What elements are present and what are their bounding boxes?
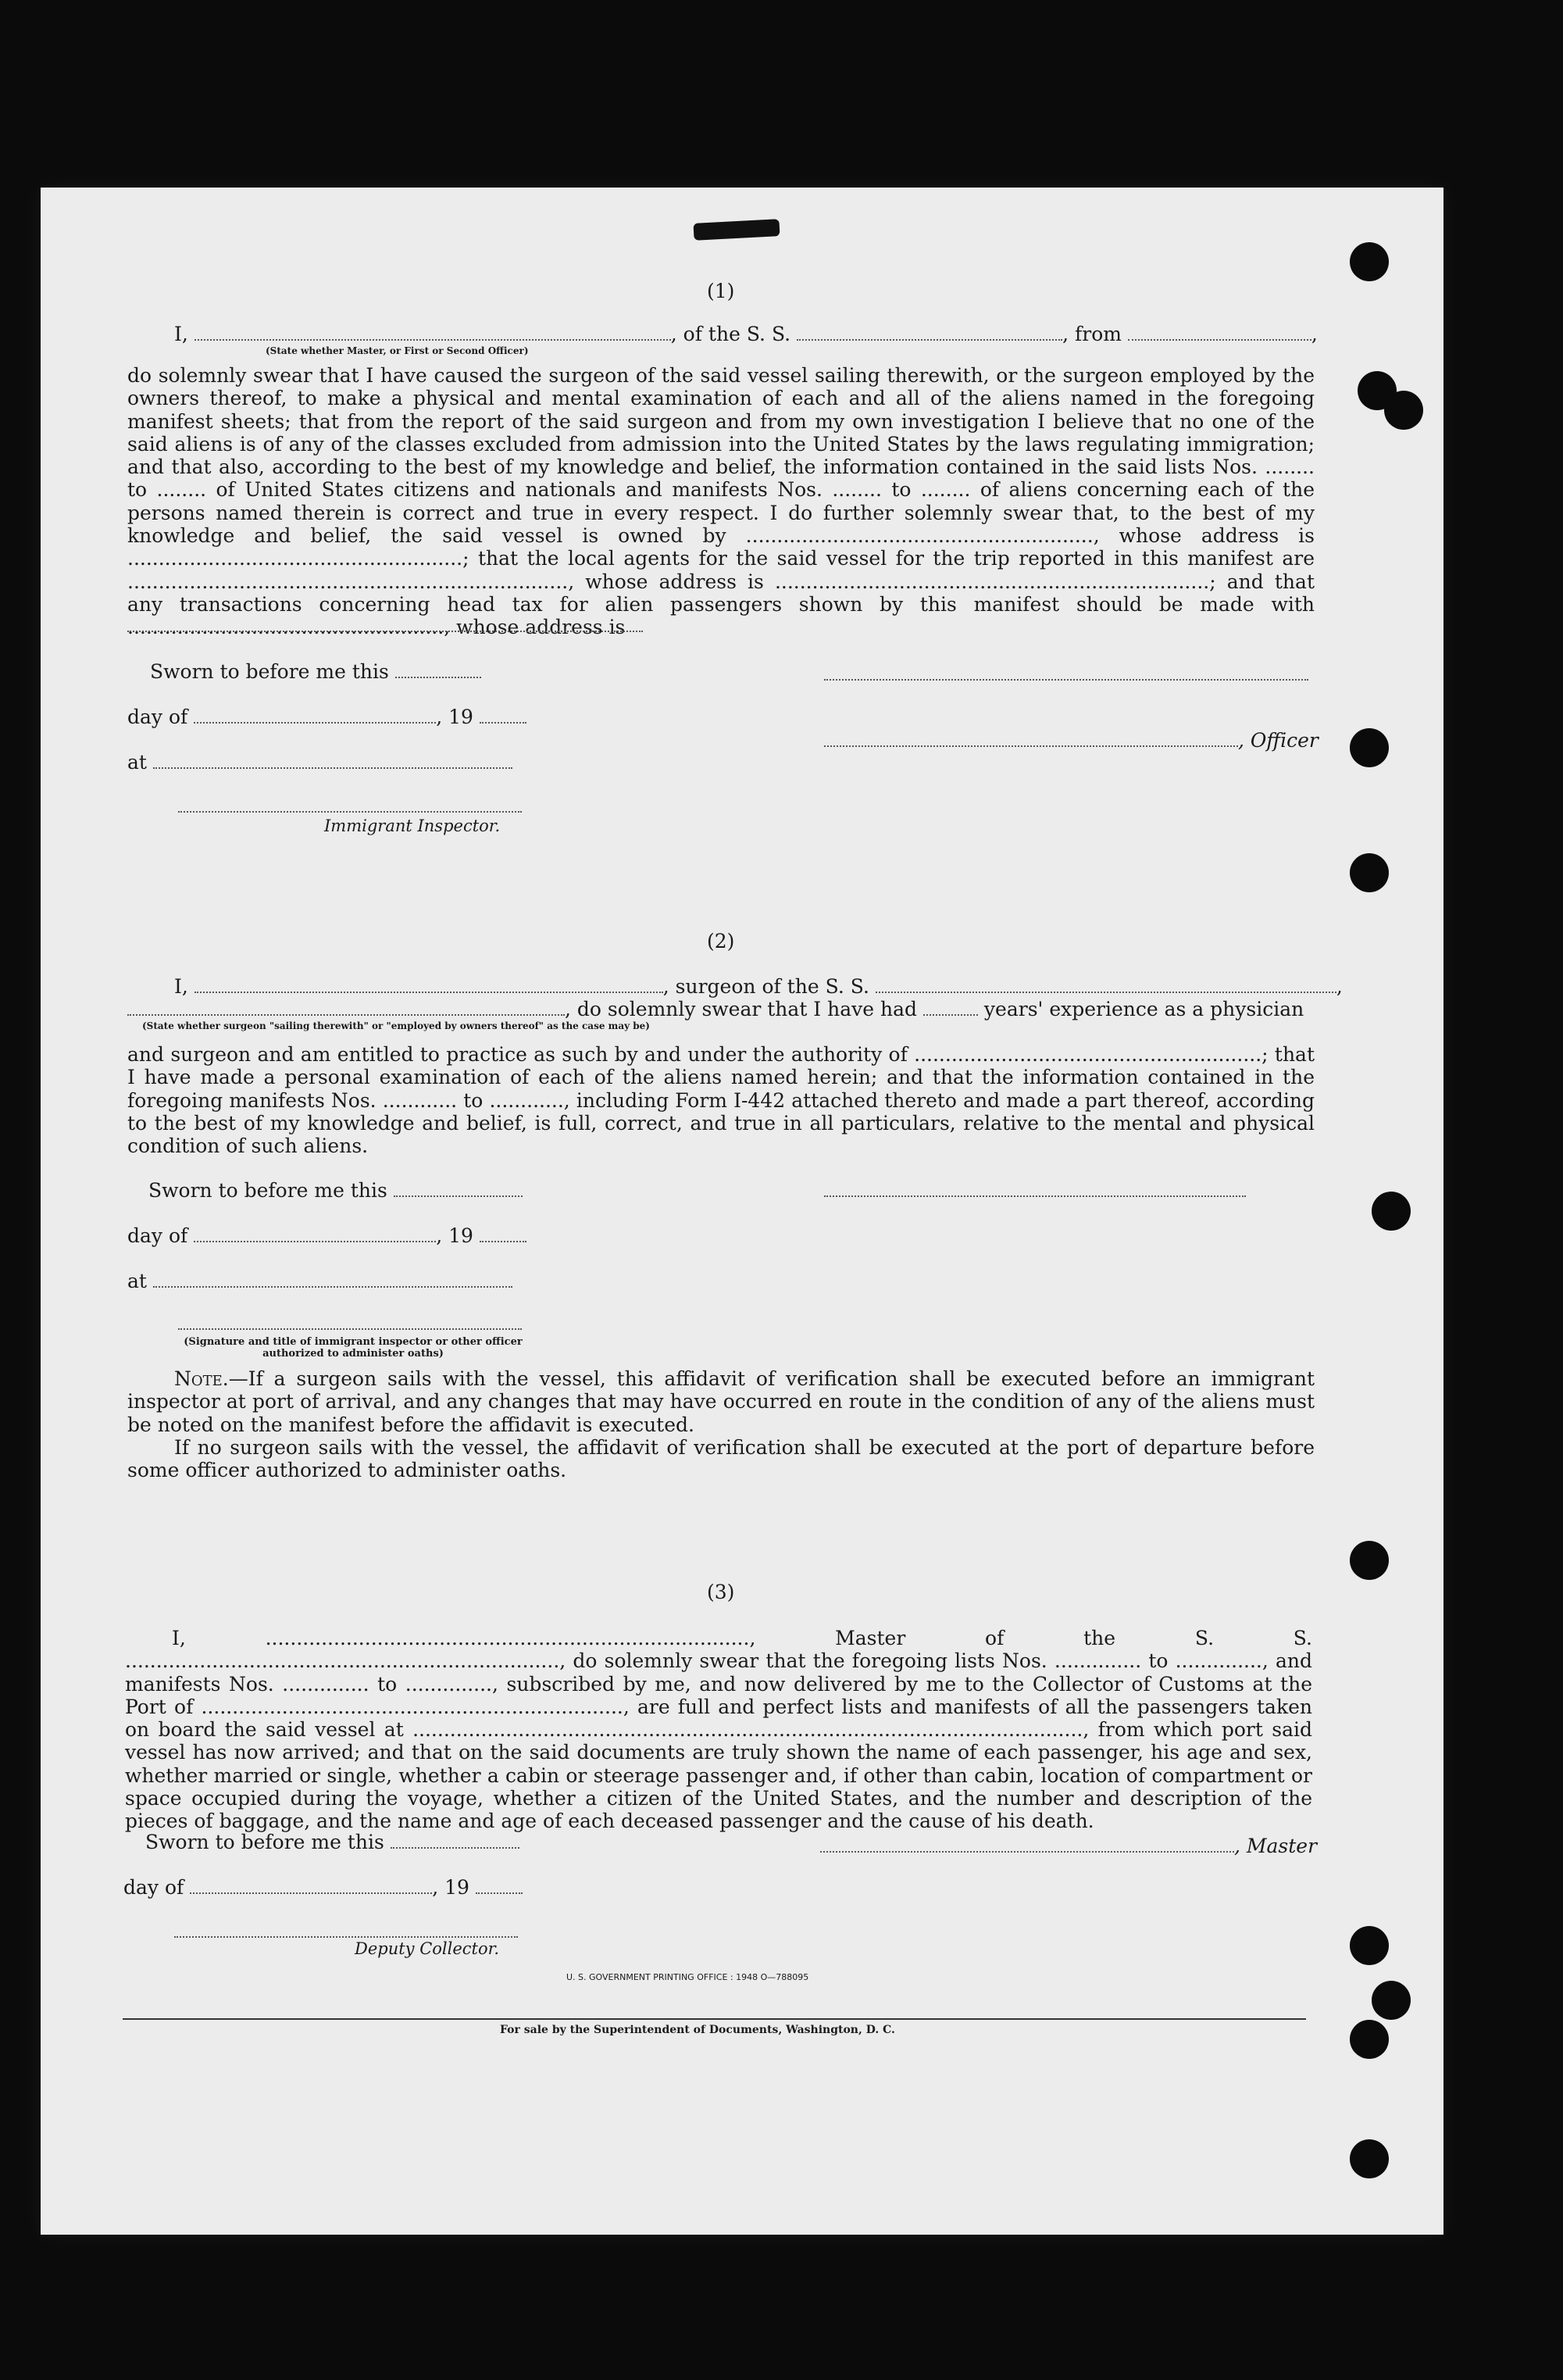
punch-hole <box>1350 2020 1389 2059</box>
note-paragraph-2: If no surgeon sails with the vessel, the affidavit of verification shall be executed at the port of departure before some officer authorized to administer oaths. <box>127 1436 1315 1482</box>
signature-caption: (Signature and title of immigrant inspector or other officer authorized to administer oaths) <box>184 1336 523 1360</box>
year-label: , 19 <box>432 1876 469 1899</box>
day-of-2 <box>127 1224 526 1247</box>
sworn-text-3 <box>145 1831 519 1853</box>
sworn-label: Sworn to before me this <box>150 660 389 683</box>
at-1 <box>127 751 512 774</box>
text-from: , from <box>1062 323 1122 345</box>
year-label: , 19 <box>436 1224 473 1247</box>
section-2-line-1: I, , surgeon of the S. S. , <box>174 975 1343 998</box>
at-label: at <box>127 751 147 774</box>
officer-label: , Officer <box>1238 729 1319 752</box>
section-2-number: (2) <box>707 930 735 952</box>
blank-line <box>127 614 643 637</box>
gpo-text: U. S. GOVERNMENT PRINTING OFFICE : 1948 O—788095 <box>566 1972 809 1982</box>
day-of-label: day of <box>123 1876 184 1899</box>
text-i: I, <box>174 975 188 998</box>
day-of-1 <box>127 706 526 728</box>
sworn-label: Sworn to before me this <box>145 1831 384 1853</box>
note-label: Note. <box>174 1367 229 1390</box>
text-i: I, <box>174 323 188 345</box>
punch-hole <box>1350 853 1389 892</box>
text-of-ss: , of the S. S. <box>670 323 791 345</box>
caption-master: (State whether Master, or First or Second Officer) <box>266 345 529 356</box>
section-2-body: and surgeon and am entitled to practice as such by and under the authority of ........................................................; that I have made a personal examination of each of the aliens named herein; and that the information contained in the foregoing manifests Nos. ............ to ............, including Form I-442 attached thereto and made a part thereof, according to the best of my knowledge and belief, is full, correct, and true in all particulars, relative to the mental and physical condition of such aliens. <box>127 1043 1315 1158</box>
blank-field <box>1128 323 1311 341</box>
inspector-label: Immigrant Inspector. <box>324 817 501 835</box>
inspector-signature-line <box>178 811 522 813</box>
section-2-line-2 <box>127 998 1304 1020</box>
sworn-label: Sworn to before me this <box>148 1179 387 1202</box>
punch-hole <box>1350 728 1389 767</box>
section-1-number: (1) <box>707 280 735 302</box>
footer-rule <box>123 2018 1306 2020</box>
collector-label: Deputy Collector. <box>355 1939 500 1958</box>
note-text: —If a surgeon sails with the vessel, this affidavit of verification shall be executed before an immigrant inspector at port of arrival, and any changes that may have occurred en route in the condition of any of the aliens must be noted on the manifest before the affidavit is executed. <box>127 1367 1315 1436</box>
punch-hole <box>1350 1541 1389 1580</box>
master-label: , Master <box>1234 1835 1318 1857</box>
day-of-label: day of <box>127 1224 188 1247</box>
punch-hole <box>1350 2139 1389 2178</box>
signature-line-2 <box>178 1328 522 1330</box>
note-paragraph <box>127 1367 1315 1436</box>
text-swear: , do solemnly swear that I have had <box>565 998 918 1020</box>
text-years: years' experience as a physician <box>983 998 1304 1020</box>
officer-line <box>824 729 1319 752</box>
sworn-text-2 <box>148 1179 523 1202</box>
sworn-text-1 <box>150 660 481 683</box>
blank-field <box>194 323 671 341</box>
section-2-right-line <box>824 1179 1246 1202</box>
text-surgeon: , surgeon of the S. S. <box>662 975 869 998</box>
sale-text: For sale by the Superintendent of Documents, Washington, D. C. <box>500 2024 895 2036</box>
punch-hole <box>1350 1926 1389 1965</box>
section-3-number: (3) <box>707 1581 735 1603</box>
master-line <box>820 1835 1317 1857</box>
section-1-line-1: I, , of the S. S. , from , <box>174 323 1318 345</box>
blank-field <box>797 323 1062 341</box>
punch-hole <box>1384 391 1423 430</box>
section-1-body: do solemnly swear that I have caused the surgeon of the said vessel sailing therewith, or the surgeon employed by the owners thereof, to make a physical and mental examination of each and all of the aliens named in the foregoing manifest sheets; that from the report of the said surgeon and from my own investigation I believe that no one of the said aliens is of any of the classes excluded from admission into the United States by the laws regulating immigration; and that also, according to the best of my knowledge and belief, the information contained in the said lists Nos. ........ to ........ of United States citizens and nationals and manifests Nos. ........ to ........ of aliens concerning each of the persons named therein is correct and true in every respect. I do further solemnly swear that, to the best of my knowledge and belief, the said vessel is owned by ........................................................, whose address is ......................................................; that the local agents for the said vessel for the trip reported in this manifest are ......................................................................., whose address is ......................................................................; and that any transactions concerning head tax for alien passengers shown by this manifest should be made with ..................................................., whose address is <box>127 364 1315 639</box>
at-label: at <box>127 1270 147 1292</box>
at-2 <box>127 1270 512 1292</box>
caption-surgeon: (State whether surgeon "sailing therewith" or "employed by owners thereof" as the case may be) <box>142 1020 650 1031</box>
punch-hole <box>1372 1192 1411 1231</box>
day-of-label: day of <box>127 706 188 728</box>
punch-hole <box>1372 1981 1411 2020</box>
officer-top-line <box>824 663 1308 685</box>
year-label: , 19 <box>436 706 473 728</box>
punch-hole <box>1350 242 1389 281</box>
day-of-3 <box>123 1876 523 1899</box>
section-3-body: I, .............................................................................., Master of the S. S. ......................................................................, do solemnly swear that the foregoing lists Nos. .............. to .............., and manifests Nos. .............. to .............., subscribed by me, and now delivered by me to the Collector of Customs at the Port of ...................................................................., are full and perfect lists and manifests of all the passengers taken on board the said vessel at ............................................................................................................, from which port said vessel has now arrived; and that on the said documents are truly shown the name of each passenger, his age and sex, whether married or single, whether a cabin or steerage passenger and, if other than cabin, location of compartment or space occupied during the voyage, whether a citizen of the United States, and the number and description of the pieces of baggage, and the name and age of each deceased passenger and the cause of his death. <box>125 1627 1312 1833</box>
